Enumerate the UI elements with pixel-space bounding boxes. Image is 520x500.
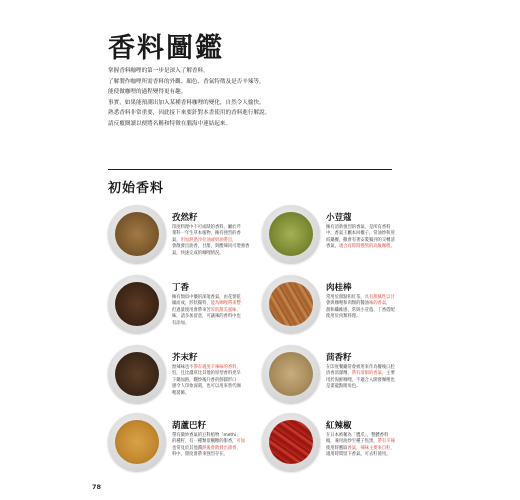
highlight-text: 可加 xyxy=(236,439,246,445)
body-text: 擁有類似中藥的深邃香氣，由花蕾乾 xyxy=(172,295,241,300)
body-text: 甜和纖維感，常與小荳蔻、丁香搭配 xyxy=(326,307,395,313)
body-text: 常用於甜點和紅茶， xyxy=(326,295,365,300)
spice-name: 孜然籽 xyxy=(172,213,198,223)
body-text: 有添加。 xyxy=(172,320,190,326)
highlight-text: 帶有清甜的香氣， xyxy=(351,371,387,377)
spice-entry-fenugreek-seed xyxy=(108,413,253,477)
spice-entry-fennel-seed xyxy=(262,345,407,409)
body-text: 料中，甜度會帶來強烈存在。 xyxy=(172,452,228,458)
highlight-text: 熱後會散發出甜香， xyxy=(202,445,241,451)
spice-name: 丁香 xyxy=(172,283,190,293)
spice-description-line xyxy=(326,244,406,250)
cinnamon-bowl-image xyxy=(262,275,320,333)
highlight-text: 用加熱過沙拉油或奶油帶出， xyxy=(180,237,237,243)
mustard-seed-bowl-image xyxy=(108,345,166,403)
spice-description xyxy=(326,295,406,321)
spice-entry-cinnamon-stick xyxy=(262,275,407,339)
page-title: 香料圖鑑 xyxy=(108,33,224,64)
body-text: 味，請多加留意，可讓辣的香料中也 xyxy=(172,314,241,320)
spice-entry-cardamom xyxy=(262,205,407,269)
intro-line: 熟悉香料非常重要，因此接下來要針對本書使用的香料進行解說。 xyxy=(108,110,271,117)
page-number: 78 xyxy=(92,483,102,491)
spice-entry-mustard-seed xyxy=(108,345,253,409)
body-text: 用於海鮮咖哩，不適合入開發咖哩也 xyxy=(326,377,395,383)
body-text: 也常見於其他醬 xyxy=(172,445,203,451)
intro-paragraph xyxy=(108,66,408,130)
intro-line: 掌握香料咖哩的第一步是深入了解香料。 xyxy=(108,68,209,74)
body-text: 燥而成，形狀獨特， xyxy=(172,301,211,307)
spice-entry-cumin xyxy=(108,205,253,269)
highlight-text: 帶有適度辛辣味的香料， xyxy=(193,365,241,370)
body-text: 適用時間留下香氣，可去籽使用。 xyxy=(326,452,391,458)
spice-description-line xyxy=(172,391,252,397)
body-text: 使用於肉類料理。 xyxy=(326,314,361,320)
body-text: 中，香氣王屬本回權子，常油炒和煎 xyxy=(326,231,395,237)
spice-description-line xyxy=(326,384,406,390)
spice-description xyxy=(172,295,252,327)
fenugreek-bowl-image xyxy=(108,413,166,471)
body-text: 氣， xyxy=(172,237,181,243)
spice-name: 肉桂棒 xyxy=(326,283,352,293)
spice-entry-red-chili xyxy=(262,413,407,477)
spice-name: 小荳蔻 xyxy=(326,213,352,223)
body-text: 怕，且比濃厚比其他的原型香料更早 xyxy=(172,371,241,377)
body-text: 會散發出油香、甘甜，與酸辣同可增強香 xyxy=(172,244,250,250)
body-text: 在印度餐廳常會被用來作為餐後口腔 xyxy=(326,365,395,370)
body-text: 清香清潔劑， xyxy=(326,371,352,377)
highlight-text: 味的香氣， xyxy=(368,301,391,307)
body-text: 但過量使用會帶來苦 xyxy=(172,307,211,313)
body-text: 印度料理中不可或缺的香料，屬於芹 xyxy=(172,225,241,230)
fennel-seed-bowl-image xyxy=(262,345,320,403)
highlight-text: 厚的甜美風味， xyxy=(210,307,241,313)
body-text: 帶有微妙香氣的豆科植物「methi」 xyxy=(172,433,241,438)
body-text: 椒，兼用油炒至種子焦黑， xyxy=(326,439,378,445)
highlight-text: 適合有時間慢熬的高級咖哩。 xyxy=(338,244,395,250)
spice-description xyxy=(326,433,406,459)
body-text: 在日本被稱為「鷹爪」，整體香料 xyxy=(326,433,389,438)
spice-description-line xyxy=(172,251,252,257)
intro-line: 了解製作咖哩所需香料的外觀、顏色、香氣特徵及是否辛辣等， xyxy=(108,78,265,85)
body-text: 無辣味也不 xyxy=(172,365,194,370)
body-text: 感令人印象深刻，也可以用來替代咖 xyxy=(172,384,241,390)
body-text: 是畫龍點睛角色。 xyxy=(326,384,361,390)
cumin-bowl-image xyxy=(108,205,166,263)
spice-entry-clove xyxy=(108,275,253,339)
intro-line: 事實，如果能預測出加入某種香料咖哩的變化，自然令人愉快。 xyxy=(108,99,265,106)
spice-name: 葫蘆巴籽 xyxy=(172,421,207,431)
highlight-text: 香氣，辣味主要來自籽， xyxy=(347,445,395,451)
red-chili-bowl-image xyxy=(262,413,320,471)
body-text: 主要 xyxy=(386,371,395,377)
spice-description xyxy=(326,225,406,251)
highlight-text: 帶有辛辣 xyxy=(377,439,395,445)
body-text: 擁有清新強烈的香氣，是所有香料 xyxy=(326,225,391,230)
highlight-text: 能為咖哩帶來豐 xyxy=(210,301,241,307)
intro-line: 能使做咖哩的過程變得更有趣。 xyxy=(108,89,187,96)
spice-description-line xyxy=(172,452,252,458)
spice-description-line xyxy=(172,321,252,327)
cardamom-bowl-image xyxy=(262,205,320,263)
body-text: 氣，快速完成的咖哩情況。 xyxy=(172,250,224,256)
body-text: 香氣， xyxy=(326,244,339,250)
spice-description xyxy=(172,365,252,397)
body-text: 的種籽，有一種類似楓糖的甜香， xyxy=(172,439,237,445)
highlight-text: 具有甜膩性以甘 xyxy=(364,295,395,300)
body-text: 下鍋加熱，翻炒後升香的鮮圓形口 xyxy=(172,377,237,383)
body-text: 使用時應取 xyxy=(326,445,348,451)
spice-name: 芥末籽 xyxy=(172,353,198,363)
body-text: 豉鍋餐，撒會有著安裝獨到的交轉清 xyxy=(326,237,395,243)
intro-line: 請反覆閱讀以便將名稱和特徵在腦海中連結起來。 xyxy=(108,120,232,127)
spice-description xyxy=(172,433,252,459)
spice-description xyxy=(172,225,252,257)
spice-description-line xyxy=(326,314,406,320)
section-divider xyxy=(108,169,392,170)
body-text: 菜科一年生草本植物，擁有強烈的香 xyxy=(172,231,241,237)
section-title: 初始香料 xyxy=(108,181,165,196)
body-text: 哩裝飾。 xyxy=(172,390,190,396)
spice-name: 紅辣椒 xyxy=(326,421,352,431)
spice-name: 茴香籽 xyxy=(326,353,352,363)
spice-description-line xyxy=(326,452,406,458)
clove-bowl-image xyxy=(108,275,166,333)
spice-description xyxy=(326,365,406,391)
body-text: 會與咖哩和肉類的醬油 xyxy=(326,301,369,307)
